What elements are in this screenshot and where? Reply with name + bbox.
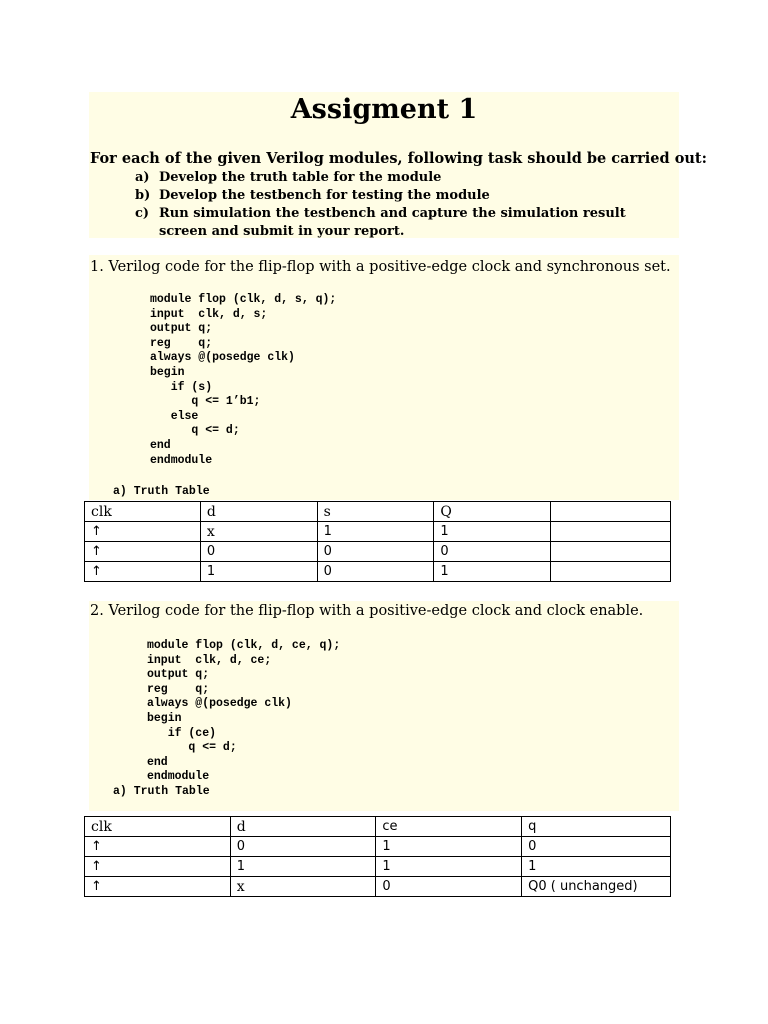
table-cell: 0 bbox=[376, 877, 522, 897]
header-cell bbox=[551, 502, 671, 522]
q2-table-label: a) Truth Table bbox=[113, 785, 210, 798]
task-item bbox=[135, 169, 659, 187]
table-cell: 1 bbox=[434, 522, 551, 542]
table-cell: 0 bbox=[200, 542, 317, 562]
table-row bbox=[85, 522, 671, 542]
table-row bbox=[85, 857, 671, 877]
q1-table-label: a) Truth Table bbox=[113, 485, 210, 498]
header-cell: Q bbox=[434, 502, 551, 522]
table-header-row bbox=[85, 817, 671, 837]
table-cell: 1 bbox=[434, 562, 551, 582]
table-cell: 0 bbox=[434, 542, 551, 562]
table-cell: 0 bbox=[317, 562, 434, 582]
header-cell: clk bbox=[85, 502, 201, 522]
intro-text: For each of the given Verilog modules, following task should be carried out: bbox=[90, 150, 707, 167]
header-cell: q bbox=[522, 817, 671, 837]
table-cell: 0 bbox=[522, 837, 671, 857]
header-cell: d bbox=[200, 502, 317, 522]
q2-code-block: module flop (clk, d, ce, q); input clk, d, ce; output q; reg q; always @(posedge clk) begin if (ce) q <= d; end endmodule bbox=[147, 639, 341, 784]
table-row bbox=[85, 562, 671, 582]
header-cell: s bbox=[317, 502, 434, 522]
task-text: Develop the testbench for testing the module bbox=[159, 188, 490, 203]
table-cell: x bbox=[230, 877, 376, 897]
table-cell: x bbox=[200, 522, 317, 542]
table-cell: 0 bbox=[317, 542, 434, 562]
task-item bbox=[135, 187, 659, 205]
q2-truth-table bbox=[84, 816, 671, 897]
table-cell: 1 bbox=[376, 857, 522, 877]
table-cell: 1 bbox=[376, 837, 522, 857]
table-cell: ↑ bbox=[85, 522, 201, 542]
table-cell: 1 bbox=[522, 857, 671, 877]
table-row bbox=[85, 542, 671, 562]
table-cell: ↑ bbox=[85, 837, 231, 857]
header-cell: d bbox=[230, 817, 376, 837]
table-cell bbox=[551, 562, 671, 582]
task-letter: c) bbox=[135, 206, 150, 221]
table-cell: ↑ bbox=[85, 562, 201, 582]
table-row bbox=[85, 877, 671, 897]
table-cell: 0 bbox=[230, 837, 376, 857]
header-cell: ce bbox=[376, 817, 522, 837]
task-text: Develop the truth table for the module bbox=[159, 170, 442, 185]
q1-truth-table bbox=[84, 501, 671, 582]
header-cell: clk bbox=[85, 817, 231, 837]
table-cell: ↑ bbox=[85, 542, 201, 562]
task-list bbox=[135, 169, 659, 241]
table-cell: 1 bbox=[317, 522, 434, 542]
task-item bbox=[135, 205, 659, 241]
q1-code-block: module flop (clk, d, s, q); input clk, d, s; output q; reg q; always @(posedge clk) begin if (s) q <= 1’b1; else q <= d; end endmodule bbox=[150, 293, 337, 467]
task-letter: a) bbox=[135, 170, 150, 185]
table-row bbox=[85, 837, 671, 857]
table-cell: 1 bbox=[200, 562, 317, 582]
task-letter: b) bbox=[135, 188, 151, 203]
table-cell: 1 bbox=[230, 857, 376, 877]
page-title: Assigment 1 bbox=[290, 94, 478, 125]
q2-title: 2. Verilog code for the flip-flop with a positive-edge clock and clock enable. bbox=[90, 603, 644, 619]
table-cell: ↑ bbox=[85, 857, 231, 877]
table-cell: Q0 ( unchanged) bbox=[522, 877, 671, 897]
table-cell bbox=[551, 542, 671, 562]
q1-title: 1. Verilog code for the flip-flop with a positive-edge clock and synchronous set. bbox=[90, 259, 671, 275]
table-header-row bbox=[85, 502, 671, 522]
table-cell bbox=[551, 522, 671, 542]
table-cell: ↑ bbox=[85, 877, 231, 897]
task-text: Run simulation the testbench and capture the simulation result screen and submit in your report. bbox=[159, 206, 626, 239]
